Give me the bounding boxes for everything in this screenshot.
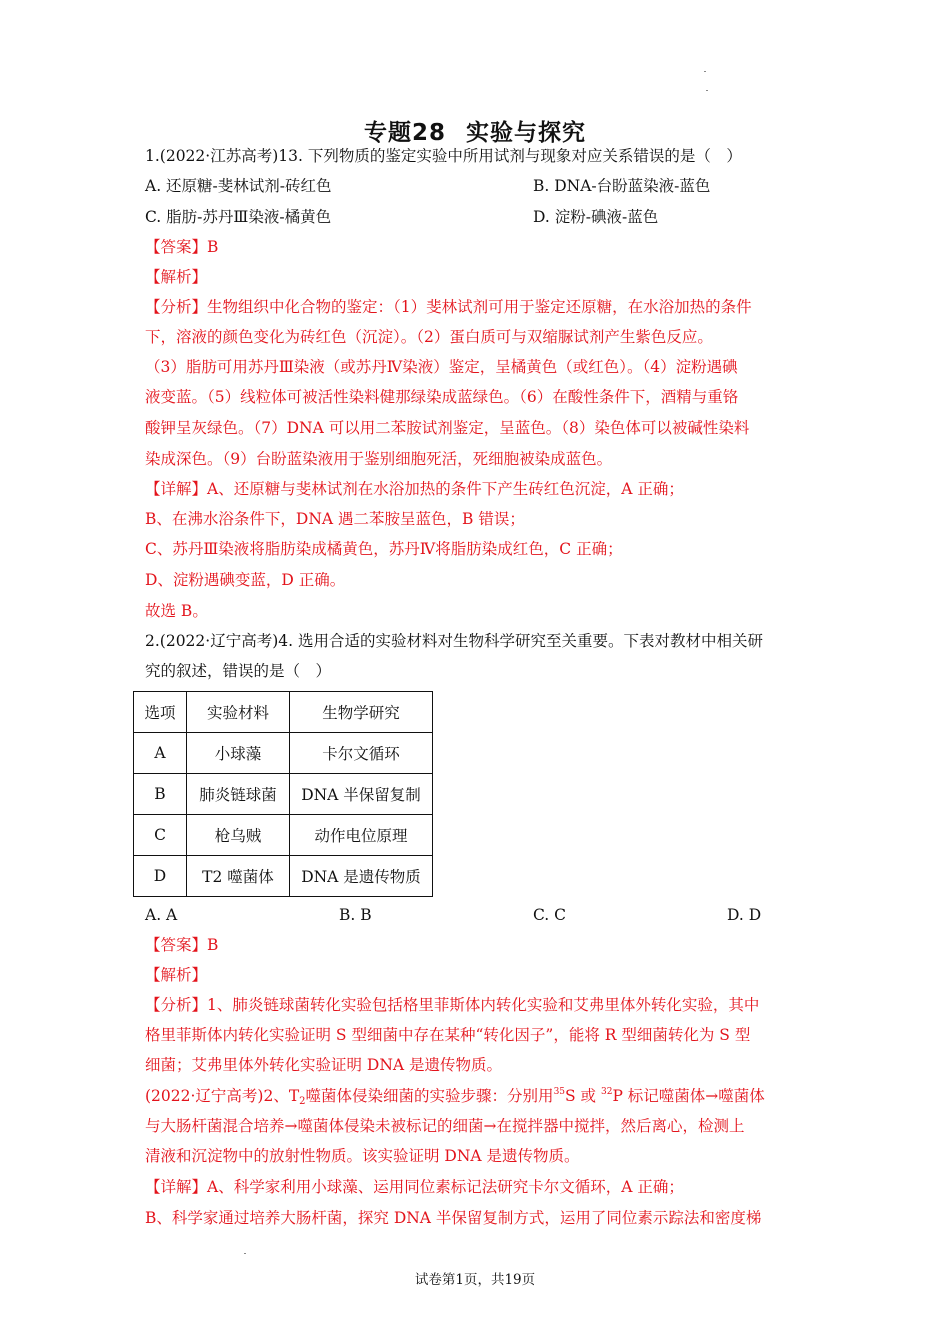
q1-analysis-label: 【解析】 [145, 268, 208, 286]
table-cell: DNA 是遗传物质 [290, 856, 433, 897]
page-title [0, 114, 950, 147]
q1-analysis-line: 液变蓝。（5）线粒体可被活性染料健那绿染成蓝绿色。（6）在酸性条件下，酒精与重铬 [145, 388, 739, 406]
table-header-cell: 选项 [134, 692, 187, 733]
q2-option-c: C. C [533, 906, 567, 924]
table-cell: T2 噬菌体 [187, 856, 290, 897]
q2-phage-line: 与大肠杆菌混合培养→噬菌体侵染未被标记的细菌→在搅拌器中搅拌，然后离心，检测上 [145, 1117, 745, 1135]
table-cell: DNA 半保留复制 [290, 774, 433, 815]
q1-option-c: C. 脂肪-苏丹Ⅲ染液-橘黄色 [145, 208, 332, 226]
table-row [134, 733, 433, 774]
q1-option-d: D. 淀粉-碘液-蓝色 [533, 208, 659, 226]
q2-stem-line: 2.(2022·辽宁高考)4. 选用合适的实验材料对生物科学研究至关重要。下表对教材中相关研 [145, 632, 763, 650]
table-cell: D [134, 856, 187, 897]
q2-analysis-line: 【分析】1、肺炎链球菌转化实验包括格里菲斯体内转化实验和艾弗里体外转化实验，其中 [145, 996, 760, 1014]
q1-stem: 1.(2022·江苏高考)13. 下列物质的鉴定实验中所用试剂与现象对应关系错误的是（ ） [145, 147, 742, 165]
page-footer: 试卷第1页，共19页 [414, 1272, 536, 1288]
q2-table [133, 691, 433, 897]
table-header-cell: 实验材料 [187, 692, 290, 733]
table-cell: A [134, 733, 187, 774]
q2-analysis-label: 【解析】 [145, 966, 208, 984]
q1-detail-line: C、苏丹Ⅲ染液将脂肪染成橘黄色，苏丹Ⅳ将脂肪染成红色，C 正确； [145, 540, 623, 558]
q1-detail-line: 【详解】A、还原糖与斐林试剂在水浴加热的条件下产生砖红色沉淀，A 正确； [145, 480, 684, 498]
table-header-cell: 生物学研究 [290, 692, 433, 733]
q2-analysis-line: 细菌；艾弗里体外转化实验证明 DNA 是遗传物质。 [145, 1056, 503, 1074]
table-header-row [134, 692, 433, 733]
q1-detail-line: D、淀粉遇碘变蓝，D 正确。 [145, 571, 346, 589]
q1-analysis-line: 染成深色。（9）台盼蓝染液用于鉴别细胞死活，死细胞被染成蓝色。 [145, 450, 613, 468]
table-row [134, 815, 433, 856]
scan-speck [704, 71, 706, 72]
q1-analysis-line: 【分析】生物组织中化合物的鉴定：（1）斐林试剂可用于鉴定还原糖，在水浴加热的条件 [145, 298, 752, 316]
table-cell: 肺炎链球菌 [187, 774, 290, 815]
table-cell: 小球藻 [187, 733, 290, 774]
q2-analysis-line: 格里菲斯体内转化实验证明 S 型细菌中存在某种“转化因子”，能将 R 型细菌转化为 S 型 [145, 1026, 751, 1044]
table-cell: B [134, 774, 187, 815]
q2-phage-line: (2022·辽宁高考)2、$T_2$噬菌体侵染细菌的实验步骤：分别用$^{35}$S 或 $^{32}$P 标记噬菌体→噬菌体 [145, 1087, 765, 1107]
title-topic: 实验与探究 [466, 120, 586, 146]
table-cell: 动作电位原理 [290, 815, 433, 856]
q1-analysis-line: （3）脂肪可用苏丹Ⅲ染液（或苏丹Ⅳ染液）鉴定，呈橘黄色（或红色）。（4）淀粉遇碘 [145, 358, 738, 376]
q1-option-b: B. DNA-台盼蓝染液-蓝色 [533, 177, 711, 195]
scan-speck [706, 90, 708, 91]
q2-phage-line: 清液和沉淀物中的放射性物质。该实验证明 DNA 是遗传物质。 [145, 1147, 580, 1165]
q2-option-b: B. B [339, 906, 372, 924]
title-number: 专题28 [363, 120, 446, 146]
table-cell: 枪乌贼 [187, 815, 290, 856]
q2-option-a: A. A [145, 906, 178, 924]
q2-option-d: D. D [727, 906, 762, 924]
q1-detail-line: 故选 B。 [145, 602, 208, 620]
table-cell: C [134, 815, 187, 856]
table-row [134, 774, 433, 815]
table-cell: 卡尔文循环 [290, 733, 433, 774]
table-row [134, 856, 433, 897]
q1-analysis-line: 酸钾呈灰绿色。（7）DNA 可以用二苯胺试剂鉴定，呈蓝色。（8）染色体可以被碱性染料 [145, 419, 750, 437]
q1-option-a: A. 还原糖-斐林试剂-砖红色 [145, 177, 332, 195]
q2-detail-line: B、科学家通过培养大肠杆菌，探究 DNA 半保留复制方式，运用了同位素示踪法和密度梯 [145, 1209, 762, 1227]
scan-speck [244, 1253, 246, 1254]
q2-answer: 【答案】B [145, 936, 219, 954]
q2-detail-line: 【详解】A、科学家利用小球藻、运用同位素标记法研究卡尔文循环，A 正确； [145, 1178, 684, 1196]
q1-detail-line: B、在沸水浴条件下，DNA 遇二苯胺呈蓝色，B 错误； [145, 510, 525, 528]
q2-stem-line: 究的叙述，错误的是（ ） [145, 662, 332, 680]
q1-answer: 【答案】B [145, 238, 219, 256]
q1-analysis-line: 下，溶液的颜色变化为砖红色（沉淀）。（2）蛋白质可与双缩脲试剂产生紫色反应。 [145, 328, 713, 346]
